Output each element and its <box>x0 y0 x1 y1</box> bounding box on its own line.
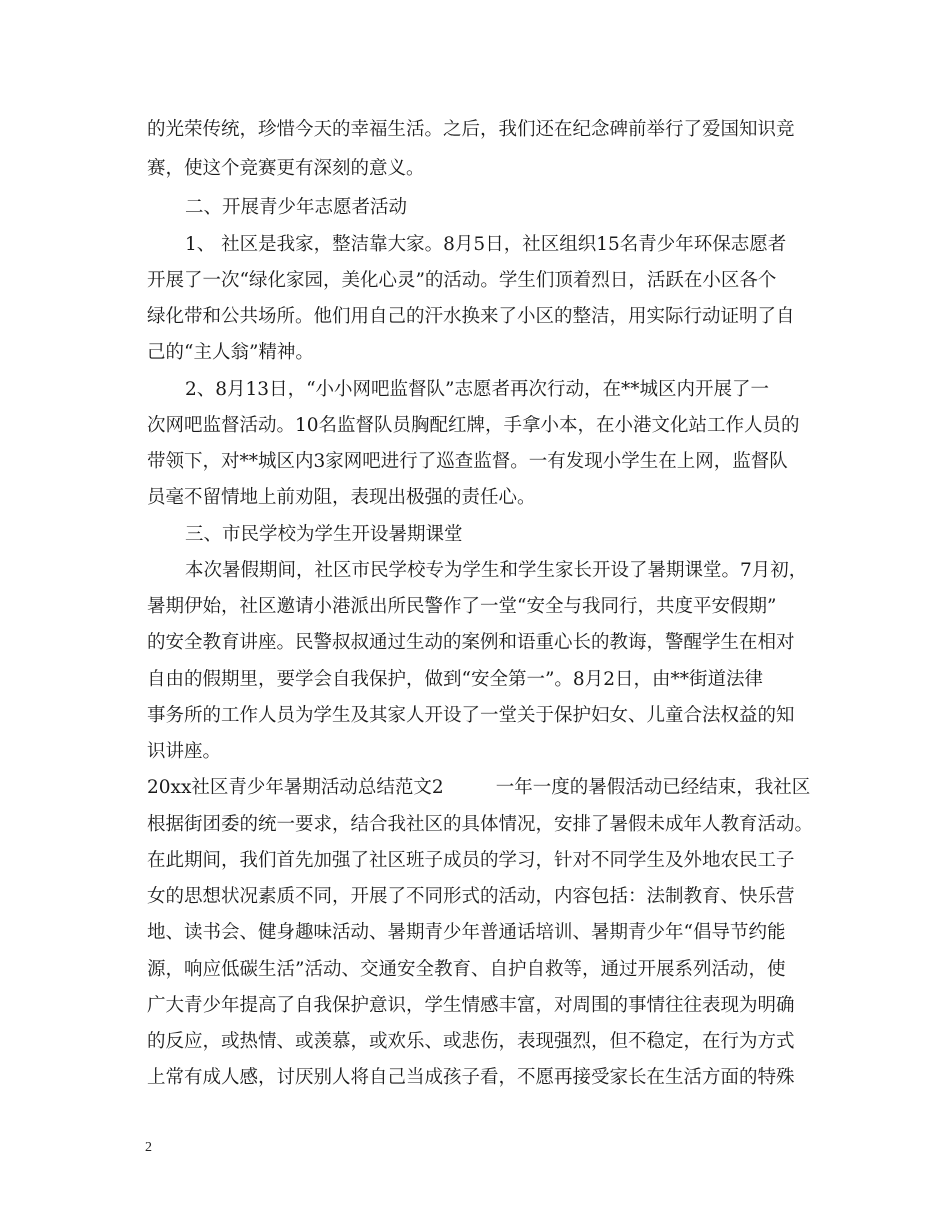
paragraph-line: 自由的假期里，要学会自我保护，做到“安全第一”。8月2日，由**街道法律 <box>147 669 763 690</box>
paragraph-line: 源，响应低碳生活”活动、交通安全教育、自护自救等，通过开展系列活动，使 <box>147 959 786 980</box>
paragraph-line: 识讲座。 <box>147 741 222 762</box>
paragraph-line: 地、读书会、健身趣味活动、暑期青少年普通话培训、暑期青少年“倡导节约能 <box>147 922 786 943</box>
article-title: 20xx社区青少年暑期活动总结范文2 <box>147 777 444 798</box>
paragraph-line: 女的思想状况素质不同，开展了不同形式的活动，内容包括：法制教育、快乐营 <box>147 886 795 907</box>
paragraph-line: 己的“主人翁”精神。 <box>147 342 314 363</box>
paragraph-line: 开展了一次“绿化家园，美化心灵”的活动。学生们顶着烈日，活跃在小区各个 <box>147 270 777 291</box>
paragraph-line: 次网吧监督活动。10名监督队员胸配红牌，手拿小本，在小港文化站工作人员的 <box>147 415 800 436</box>
paragraph-line: 根据街团委的统一要求，结合我社区的具体情况，安排了暑假未成年人教育活动。 <box>147 814 814 835</box>
section-heading: 三、市民学校为学生开设暑期课堂 <box>185 524 463 545</box>
paragraph-line: 事务所的工作人员为学生及其家人开设了一堂关于保护妇女、儿童合法权益的知 <box>147 705 795 726</box>
section-heading: 二、开展青少年志愿者活动 <box>185 197 408 218</box>
paragraph-line: 上常有成人感，讨厌别人将自己当成孩子看，不愿再接受家长在生活方面的特殊 <box>147 1067 795 1088</box>
article-title-line <box>147 776 810 800</box>
paragraph-line: 的反应，或热情、或羡慕，或欢乐、或悲伤，表现强烈，但不稳定，在行为方式 <box>147 1031 795 1052</box>
paragraph-line: 2、8月13日，“小小网吧监督队”志愿者再次行动，在**城区内开展了一 <box>185 379 769 400</box>
paragraph-line: 绿化带和公共场所。他们用自己的汗水换来了小区的整洁，用实际行动证明了自 <box>147 306 795 327</box>
paragraph-line: 暑期伊始，社区邀请小港派出所民警作了一堂“安全与我同行，共度平安假期” <box>147 596 777 617</box>
paragraph-line: 赛，使这个竞赛更有深刻的意义。 <box>147 158 425 179</box>
paragraph-line: 的光荣传统，珍惜今天的幸福生活。之后，我们还在纪念碑前举行了爱国知识竞 <box>147 119 795 140</box>
paragraph-lead: 一年一度的暑假活动已经结束，我社区 <box>495 777 811 798</box>
paragraph-line: 广大青少年提高了自我保护意识，学生情感丰富，对周围的事情往往表现为明确 <box>147 995 795 1016</box>
paragraph-line: 1、 社区是我家，整洁靠大家。8月5日，社区组织15名青少年环保志愿者 <box>185 234 787 255</box>
paragraph-line: 的安全教育讲座。民警叔叔通过生动的案例和语重心长的教诲，警醒学生在相对 <box>147 632 795 653</box>
paragraph-line: 本次暑假期间，社区市民学校专为学生和学生家长开设了暑期课堂。7月初， <box>185 560 808 581</box>
paragraph-line: 在此期间，我们首先加强了社区班子成员的学习，针对不同学生及外地农民工子 <box>147 850 795 871</box>
paragraph-line: 员毫不留情地上前劝阻，表现出极强的责任心。 <box>147 487 536 508</box>
page-number: 2 <box>145 1140 152 1155</box>
paragraph-line: 带领下，对**城区内3家网吧进行了巡查监督。一有发现小学生在上网，监督队 <box>147 451 788 472</box>
